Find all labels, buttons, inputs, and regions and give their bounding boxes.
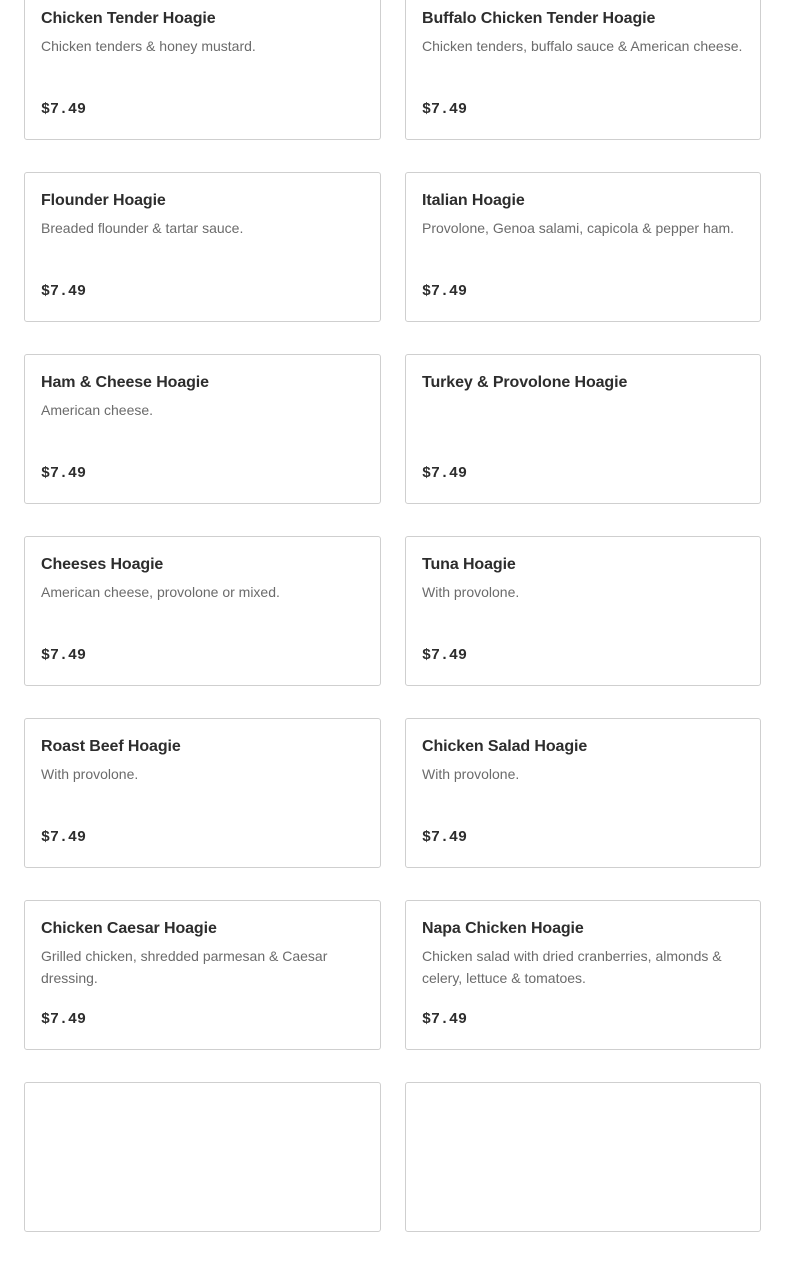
item-description: Provolone, Genoa salami, capicola & pepper ham. bbox=[422, 220, 735, 236]
item-name: Roast Beef Hoagie bbox=[41, 738, 181, 755]
menu-item-card[interactable] bbox=[24, 354, 381, 504]
item-description: With provolone. bbox=[422, 766, 520, 782]
menu-item-card[interactable] bbox=[24, 900, 381, 1050]
menu-item-card[interactable] bbox=[405, 1082, 761, 1232]
item-name: Italian Hoagie bbox=[422, 192, 525, 209]
menu-row bbox=[24, 718, 761, 868]
item-description: American cheese. bbox=[41, 402, 154, 418]
item-description: American cheese, provolone or mixed. bbox=[41, 584, 280, 600]
item-price: $7.49 bbox=[422, 647, 468, 664]
item-name: Tuna Hoagie bbox=[422, 556, 516, 573]
menu-row bbox=[24, 900, 761, 1050]
menu-item-card[interactable] bbox=[405, 172, 761, 322]
menu-item-card[interactable] bbox=[24, 172, 381, 322]
item-price: $7.49 bbox=[41, 465, 87, 482]
item-name: Buffalo Chicken Tender Hoagie bbox=[422, 10, 656, 27]
menu-item-grid bbox=[24, 0, 761, 1264]
menu-item-card[interactable] bbox=[24, 536, 381, 686]
item-description: Chicken salad with dried cranberries, almonds & celery, lettuce & tomatoes. bbox=[422, 948, 722, 986]
menu-row bbox=[24, 536, 761, 686]
item-price: $7.49 bbox=[41, 101, 87, 118]
item-description: Grilled chicken, shredded parmesan & Caesar dressing. bbox=[41, 948, 328, 986]
menu-item-card[interactable] bbox=[405, 354, 761, 504]
item-description: Breaded flounder & tartar sauce. bbox=[41, 220, 244, 236]
item-price: $7.49 bbox=[422, 1011, 468, 1028]
item-name: Chicken Caesar Hoagie bbox=[41, 920, 217, 937]
item-name: Turkey & Provolone Hoagie bbox=[422, 374, 628, 391]
item-price: $7.49 bbox=[422, 101, 468, 118]
menu-item-card[interactable] bbox=[405, 718, 761, 868]
menu-row bbox=[24, 0, 761, 140]
menu-item-card[interactable] bbox=[405, 0, 761, 140]
item-price: $7.49 bbox=[41, 647, 87, 664]
menu-row bbox=[24, 172, 761, 322]
menu-item-card[interactable] bbox=[24, 718, 381, 868]
item-price: $7.49 bbox=[41, 1011, 87, 1028]
item-description: Chicken tenders, buffalo sauce & American cheese. bbox=[422, 38, 743, 54]
menu-row bbox=[24, 1082, 761, 1232]
item-name: Chicken Salad Hoagie bbox=[422, 738, 588, 755]
menu-item-card[interactable] bbox=[24, 1082, 381, 1232]
item-description: With provolone. bbox=[422, 584, 520, 600]
item-description: Chicken tenders & honey mustard. bbox=[41, 38, 256, 54]
item-description: With provolone. bbox=[41, 766, 139, 782]
item-price: $7.49 bbox=[41, 283, 87, 300]
item-name: Ham & Cheese Hoagie bbox=[41, 374, 209, 391]
menu-item-card[interactable] bbox=[24, 0, 381, 140]
item-price: $7.49 bbox=[422, 283, 468, 300]
item-name: Chicken Tender Hoagie bbox=[41, 10, 216, 27]
item-price: $7.49 bbox=[422, 829, 468, 846]
item-price: $7.49 bbox=[422, 465, 468, 482]
menu-row bbox=[24, 354, 761, 504]
item-name: Cheeses Hoagie bbox=[41, 556, 164, 573]
item-price: $7.49 bbox=[41, 829, 87, 846]
item-name: Flounder Hoagie bbox=[41, 192, 166, 209]
menu-item-card[interactable] bbox=[405, 900, 761, 1050]
item-name: Napa Chicken Hoagie bbox=[422, 920, 584, 937]
menu-item-card[interactable] bbox=[405, 536, 761, 686]
